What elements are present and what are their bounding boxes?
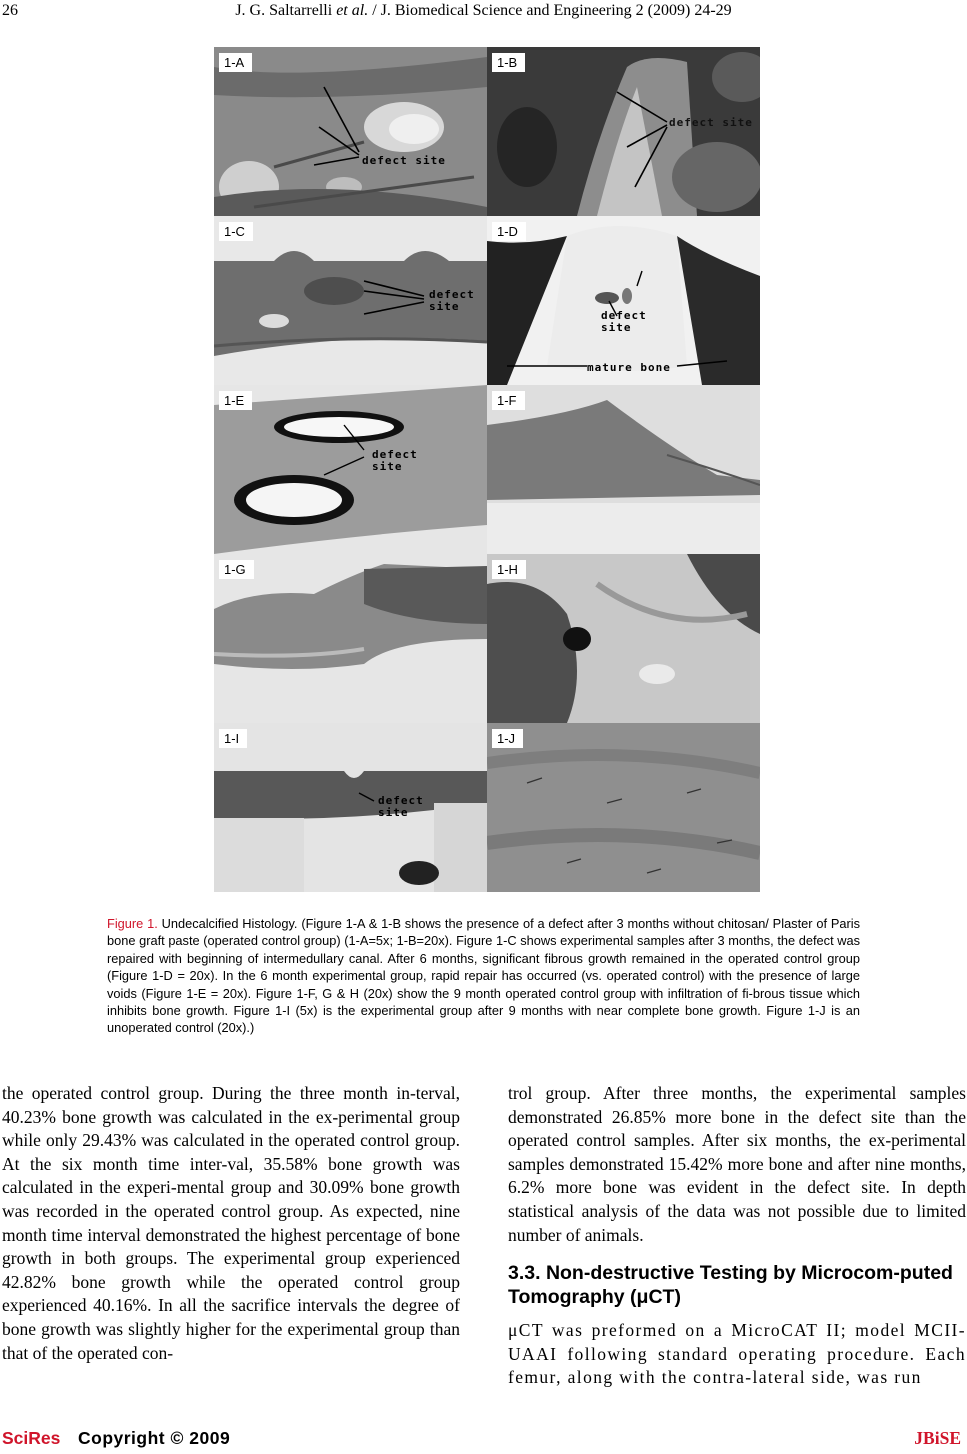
histology-image [214,47,487,216]
page-header [0,0,967,22]
panel-label: 1-H [492,560,526,579]
panel-label: 1-C [219,222,253,241]
figure-panel-1d [487,216,760,385]
panel-annotation: site [372,460,403,473]
panel-annotation: defect [601,309,647,322]
histology-image [487,554,760,723]
histology-image [487,385,760,554]
panel-label: 1-F [492,391,525,410]
figure-panel-1b [487,47,760,216]
copyright-notice: Copyright © 2009 [78,1428,231,1448]
panel-label: 1-J [492,729,523,748]
panel-label: 1-D [492,222,526,241]
figure-panel-1f [487,385,760,554]
histology-image [487,723,760,892]
panel-annotation: defect [372,448,418,461]
histology-image [487,216,760,385]
figure-panel-1e [214,385,487,554]
figure-panel-1a [214,47,487,216]
body-column-left [2,1082,460,1365]
panel-annotation: site [601,321,632,334]
panel-label: 1-A [219,53,252,72]
figure-panel-1c [214,216,487,385]
histology-image [214,385,487,554]
figure-panel-1j [487,723,760,892]
panel-annotation: site [378,806,409,819]
panel-annotation: defect [378,794,424,807]
panel-annotation: mature bone [587,361,671,374]
figure-panel-1i [214,723,487,892]
figure-panel-1g [214,554,487,723]
paragraph: trol group. After three months, the experimental samples demonstrated 26.85% more bone in the defect site than the operated control samples. After six months, the ex-perimental samples demonstrated 15.42% more bone and after nine months, 6.2% more bone was evident in the defect site. In depth statistical analysis of the data was not possible due to limited number of animals. [508,1083,966,1245]
paragraph: μCT was preformed on a MicroCAT II; model MCII-UAAI following standard operating procedure. Each femur, along with the contra-lateral side, was run [508,1320,966,1388]
figure-1 [214,47,760,892]
histology-image [214,554,487,723]
panel-annotation: defect site [362,154,446,167]
panel-annotation: defect site [669,116,753,129]
page-number: 26 [2,2,18,19]
figure-caption [107,915,860,1037]
figure-panel-1h [487,554,760,723]
figure-caption-text: Undecalcified Histology. (Figure 1-A & 1-B shows the presence of a defect after 3 months without chitosan/ Plaster of Paris bone graft paste (operated control group) (1-A=5x; 1-B=20x). Figure 1-C shows experimental samples after 3 months, the defect was repaired with beginning of intermedullary canal. After 6 months, significant fibrous growth remained in the operated control group (Figure 1-D = 20x). In the 6 month experimental group, rapid repair has occurred (vs. operated control) with the presence of large voids (Figure 1-E = 20x). Figure 1-F, G & H (20x) show the 9 month operated control group with infiltration of fi-brous tissue which inhibits bone growth. Figure 1-I (5x) is the experimental group after 9 months with near complete bone growth. Figure 1-J is an unoperated control (20x).) [107,916,860,1036]
panel-label: 1-B [492,53,525,72]
panel-annotation: defect [429,288,475,301]
figure-caption-label: Figure 1. [107,916,158,931]
histology-image [214,723,487,892]
publisher-brand: SciRes [2,1428,61,1448]
panel-label: 1-G [219,560,254,579]
body-column-right [508,1082,966,1390]
page-footer [0,1428,967,1452]
panel-annotation: site [429,300,460,313]
section-heading: 3.3. Non-destructive Testing by Microcom-puted Tomography (μCT) [508,1262,953,1309]
paragraph: the operated control group. During the three month in-terval, 40.23% bone growth was calculated in the ex-perimental group while only 29.43% was calculated in the operated control group. At the six month time inter-val, 35.58% bone growth was calculated in the experi-mental group and 30.09% bone growth was recorded in the operated control group. As expected, nine month time interval demonstrated the highest percentage of bone growth in both groups. The experimental group experienced 42.82% bone growth while the operated control group experienced 40.16%. In all the sacrifice intervals the degree of bone growth was slightly higher for the experimental group than that of the operated con- [2,1083,460,1363]
running-head: J. G. Saltarrelli et al. / J. Biomedical Science and Engineering 2 (2009) 24-29 [235,2,732,19]
panel-label: 1-I [219,729,247,748]
histology-image [487,47,760,216]
journal-abbrev: JBiSE [914,1428,961,1448]
panel-label: 1-E [219,391,252,410]
